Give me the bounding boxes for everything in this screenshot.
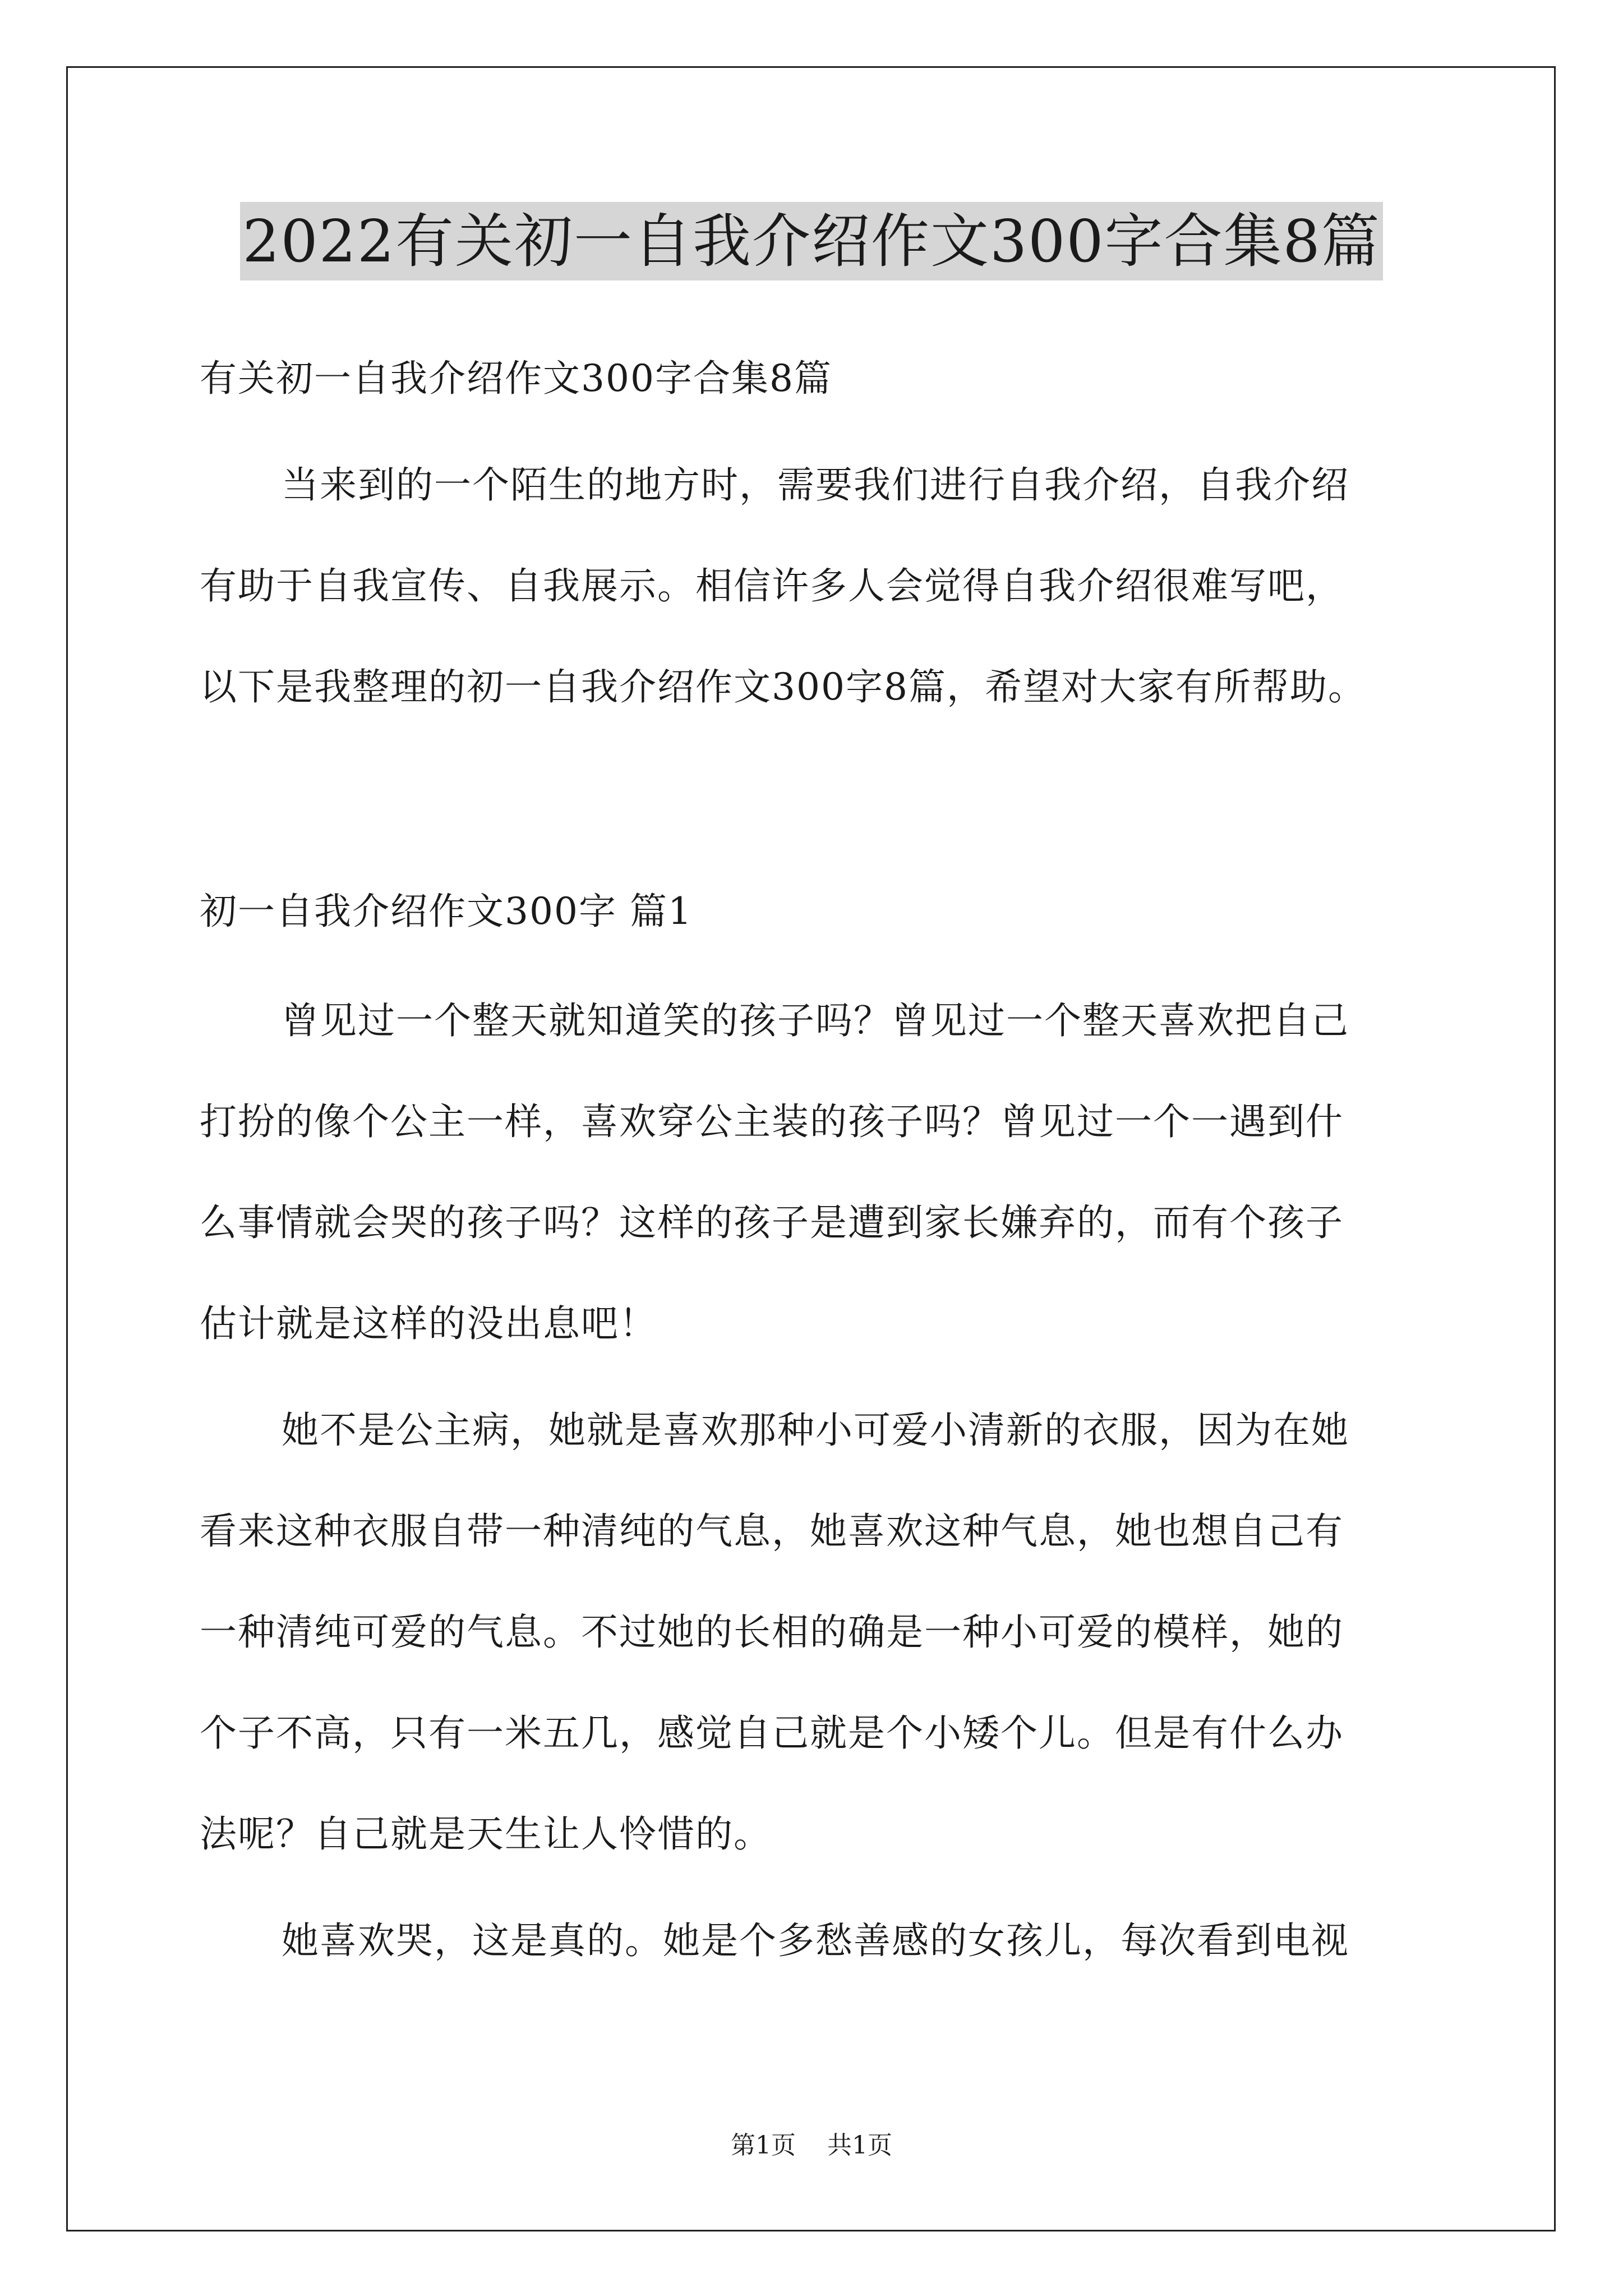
paragraph-2-line-4: 个子不高，只有一米五几，感觉自己就是个小矮个儿。但是有什么办 (200, 1711, 1344, 1755)
page-footer (0, 2129, 1623, 2162)
document-title: 2022有关初一自我介绍作文300字合集8篇 (240, 202, 1382, 280)
intro-line-1: 当来到的一个陌生的地方时，需要我们进行自我介绍，自我介绍 (282, 463, 1349, 507)
paragraph-2-line-3: 一种清纯可爱的气息。不过她的长相的确是一种小可爱的模样，她的 (200, 1611, 1344, 1654)
page-total: 共1页 (827, 2131, 892, 2160)
paragraph-2-line-5: 法呢？自己就是天生让人怜惜的。 (200, 1812, 772, 1856)
paragraph-1-line-1: 曾见过一个整天就知道笑的孩子吗？曾见过一个整天喜欢把自己 (282, 999, 1349, 1042)
intro-line-3: 以下是我整理的初一自我介绍作文300字8篇，希望对大家有所帮助。 (200, 665, 1366, 708)
paragraph-2-line-1: 她不是公主病，她就是喜欢那种小可爱小清新的衣服，因为在她 (282, 1409, 1349, 1452)
paragraph-2-line-2: 看来这种衣服自带一种清纯的气息，她喜欢这种气息，她也想自己有 (200, 1510, 1344, 1553)
page-number: 第1页 (731, 2131, 796, 2160)
paragraph-3-line-1: 她喜欢哭，这是真的。她是个多愁善感的女孩儿，每次看到电视 (282, 1919, 1349, 1962)
paragraph-1-line-2: 打扮的像个公主一样，喜欢穿公主装的孩子吗？曾见过一个一遇到什 (200, 1100, 1344, 1143)
paragraph-1-line-3: 么事情就会哭的孩子吗？这样的孩子是遭到家长嫌弃的，而有个孩子 (200, 1201, 1344, 1244)
section-heading: 初一自我介绍作文300字 篇1 (200, 890, 693, 933)
paragraph-1-line-4: 估计就是这样的没出息吧！ (200, 1302, 657, 1345)
intro-line-2: 有助于自我宣传、自我展示。相信许多人会觉得自我介绍很难写吧， (200, 564, 1344, 608)
document-subtitle: 有关初一自我介绍作文300字合集8篇 (200, 357, 832, 400)
title-container (0, 202, 1623, 280)
